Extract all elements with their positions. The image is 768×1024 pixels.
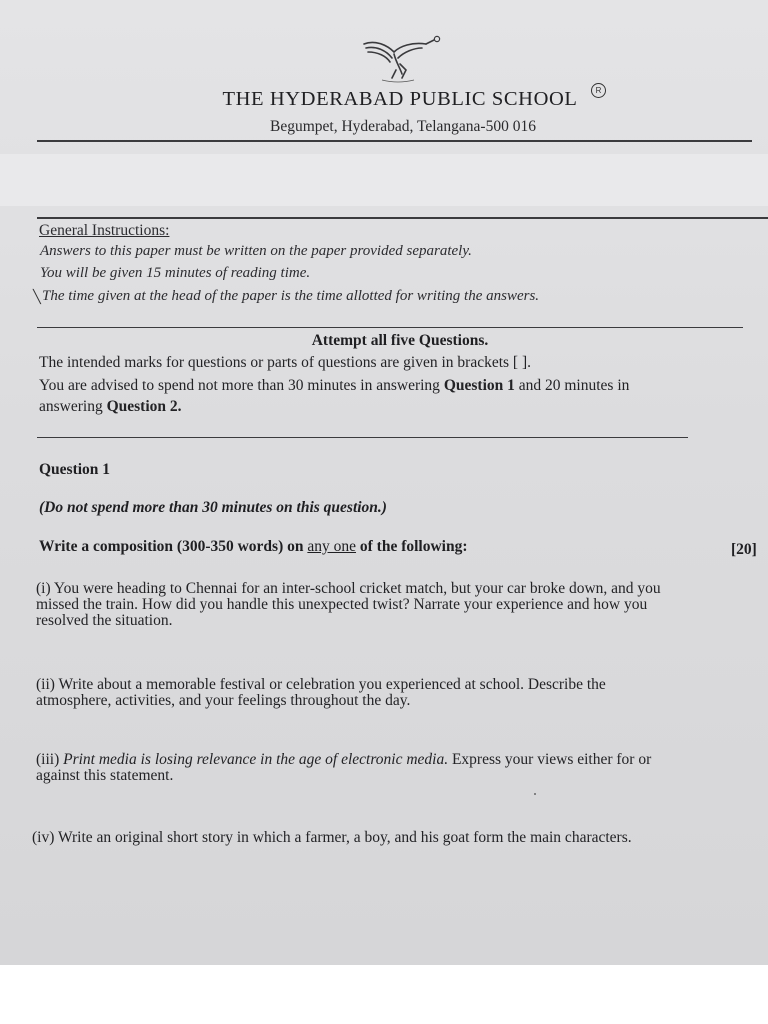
registered-trademark-icon: R bbox=[591, 83, 606, 98]
instructions-top-rule bbox=[37, 217, 768, 219]
option-iii-statement: Print media is losing relevance in the age of electronic media. bbox=[63, 751, 449, 768]
option-i-line-2: missed the train. How did you handle this unexpected twist? Narrate your experience and how you bbox=[36, 596, 648, 613]
option-iii bbox=[36, 752, 764, 784]
option-ii-line-2: atmosphere, activities, and your feelings throughout the day. bbox=[36, 692, 411, 709]
time-advice-text-2: and 20 minutes in bbox=[514, 377, 630, 394]
instruction-line-1: Answers to this paper must be written on the paper provided separately. bbox=[40, 243, 472, 259]
option-i bbox=[36, 581, 764, 629]
time-advice-question-1: Question 1 bbox=[443, 377, 515, 394]
time-advice-text: You are advised to spend not more than 30 minutes in answering bbox=[39, 377, 444, 394]
option-iii-label: (iii) bbox=[36, 751, 64, 768]
time-advice-line-2 bbox=[39, 398, 182, 416]
option-i-line-3: resolved the situation. bbox=[36, 612, 173, 629]
option-ii bbox=[36, 677, 764, 709]
question-1-time-note: (Do not spend more than 30 minutes on this question.) bbox=[39, 499, 387, 516]
time-advice-question-2: Question 2. bbox=[106, 398, 182, 415]
prompt-text-2: of the following: bbox=[356, 538, 468, 555]
instruction-line-2: You will be given 15 minutes of reading time. bbox=[40, 265, 311, 281]
option-iv bbox=[32, 830, 760, 846]
instructions-bottom-rule bbox=[37, 327, 743, 328]
notes-bottom-rule bbox=[37, 437, 688, 438]
question-1-marks: [20] bbox=[731, 541, 757, 558]
instructions-title: General Instructions: bbox=[39, 222, 170, 239]
attempt-all-note: Attempt all five Questions. bbox=[311, 332, 489, 349]
option-iv-line-1: (iv) Write an original short story in which a farmer, a boy, and his goat form the main characters. bbox=[32, 829, 632, 846]
header-rule bbox=[37, 140, 752, 142]
instruction-line-3: The time given at the head of the paper is the time allotted for writing the answers. bbox=[42, 288, 540, 304]
prompt-text: Write a composition (300-350 words) on bbox=[39, 538, 308, 555]
option-iii-line-2: against this statement. bbox=[36, 767, 174, 784]
time-advice-text-3: answering bbox=[39, 398, 107, 415]
prompt-any-one: any one bbox=[307, 538, 357, 555]
option-i-line-1: (i) You were heading to Chennai for an inter-school cricket match, but your car broke down, and you bbox=[36, 580, 661, 597]
school-logo-icon bbox=[356, 34, 446, 88]
option-iii-line-1 bbox=[36, 752, 764, 768]
speck-mark bbox=[534, 793, 536, 795]
option-ii-line-1: (ii) Write about a memorable festival or celebration you experienced at school. Describe the bbox=[36, 676, 606, 693]
composition-prompt bbox=[39, 538, 468, 556]
school-address: Begumpet, Hyderabad, Telangana-500 016 bbox=[270, 118, 536, 135]
question-1-title: Question 1 bbox=[39, 461, 111, 478]
redacted-region bbox=[0, 154, 768, 206]
school-name: THE HYDERABAD PUBLIC SCHOOL bbox=[222, 88, 578, 110]
option-iii-rest: Express your views either for or bbox=[448, 751, 652, 768]
time-advice-line-1 bbox=[39, 377, 629, 395]
tick-mark-icon: ╲ bbox=[33, 289, 41, 304]
marks-note: The intended marks for questions or parts of questions are given in brackets [ ]. bbox=[39, 354, 531, 371]
